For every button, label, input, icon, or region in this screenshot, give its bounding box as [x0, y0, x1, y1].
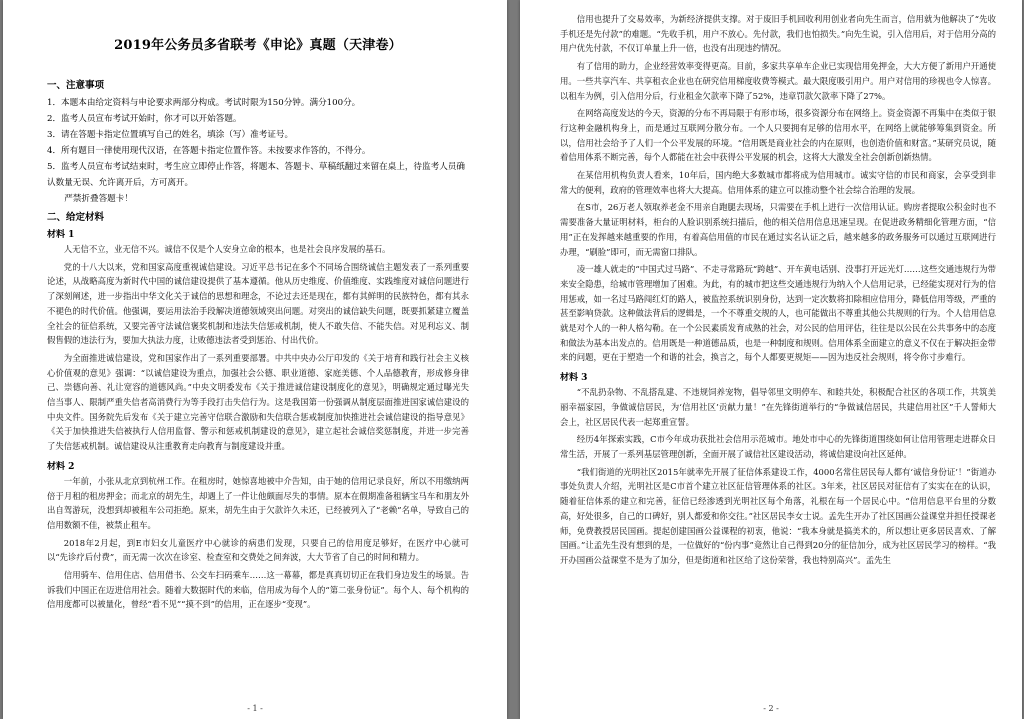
material-heading: 材料 1 — [47, 230, 75, 240]
paragraph: 信用骑车、信用住店、信用借书、公交车扫码乘车……这一幕幕，都是真真切切正在我们身边发生的场景。告诉我们中国正在迈进信用社会。随着大数据时代的来临，信用成为每个人的“第二张身份证”。每个人、每个机构的信用度都可以被量化，曾经“看不见”“摸不到”的信用，正在逐步“变现”。 — [47, 570, 469, 610]
page-number: - 2 - — [763, 704, 779, 713]
paragraph: 经历4年探索实践，C市今年成功获批社会信用示范城市。地处市中心的先锋街道围绕如何让信用管理走进群众日常生活，开展了一系列基层管理创新，全面开展了诚信社区建设活动，将诚信建设向社区延伸。 — [560, 434, 996, 459]
paragraph: 有了信用的助力，企业经营效率变得更高。目前，多家共享单车企业已实现信用免押金，大大方便了新用户开通使用。一些共享汽车、共享租衣企业也在研究信用梯度收费等模式。最大限度吸引用户。用户对信用的珍视也令人惊喜。以租车为例，引入信用分后，行业租金欠款率下降了52%，违章罚款欠款率下降了27%。 — [560, 61, 996, 101]
instruction-item: 3．请在答题卡指定位置填写自己的姓名，填涂（写）准考证号。 — [47, 130, 294, 140]
material-heading: 材料 2 — [47, 461, 75, 472]
section-heading-materials: 二、给定材料 — [47, 212, 105, 223]
paragraph: 为全面推进诚信建设，党和国家作出了一系列重要部署。中共中央办公厅印发的《关于培育和践行社会主义核心价值观的意见》强调：“以诚信建设为重点，加强社会公德、职业道德、家庭美德、个人品德教育，形成修身律己、崇德向善、礼让宽容的道德风尚。”中央文明委发布《关于推进诚信建设制度化的意见》，明确规定通过曝光失信当事人、限制严重失信者高消费行为等手段打击失信行为。这是我国第一份强调从制度层面推进国家诚信建设的中央文件。国务院先后发布《关于建立完善守信联合激励和失信联合惩戒制度加快推进社会诚信建设的指导意见》《关于加快推进失信被执行人信用监督、警示和惩戒机制建设的意见》，建立起社会诚信奖惩制度，并进一步完善了失信惩戒机制。诚信建设从注重教育走向教育与制度建设并重。 — [47, 352, 469, 452]
instruction-closing: 严禁折叠答题卡！ — [64, 194, 133, 204]
paragraph: “我们街道的光明社区2015年就率先开展了征信体系建设工作，4000名常住居民每人都有‘诚信身份证’！”街道办事处负责人介绍，光明社区是C市首个建立社区征信管理体系的社区。3年来，社区居民对征信有了实实在在的认识，随着征信体系的建立和完善，征信已经渗透到光明社区每个角落，礼根在每一个居民心中。“信用信息平台里的分数高，好处很多，自己的口碑好，别人都爱和你交往。”社区居民李女士说。孟先生开办了社区国画公益课堂并担任授课老师，免费教授居民国画。提起创建国画公益课程的初衷，他说：“我本身就是搞美术的，所以想让更多居民喜欢、了解国画。”让孟先生没有想到的是，一位做好的“份内事”竟然让自己得到20分的征信加分，成为社区居民学习的榜样。“我开办国画公益课堂不是为了加分，但是街道和社区给了这份荣誉，我也特别高兴”。孟先生 — [560, 466, 996, 565]
instruction-item: 1．本题本由给定资料与申论要求两部分构成。考试时限为150分钟。满分100分。 — [47, 98, 361, 108]
paragraph: 信用也提升了交易效率，为新经济提供支撑。对于废旧手机回收利用创业者向先生而言，信用就为他解决了“先收手机还是先付款”的难题。“先收手机，用户不放心。先付款，我们也怕损失。”向先生说，引入信用后，对于信用分高的用户优先付款，不仅订单量上升一倍，也没有出现违约情况。 — [560, 14, 996, 54]
material-heading: 材料 3 — [560, 373, 588, 384]
paragraph: 凌一雄人就走的“中国式过马路”、不走寻常路玩“跨越”、开车黄电话别、没事打开远光灯……这些交通违规行为带来安全隐患，给城市管理增加了困难。为此，有的城市把这些交通违规行为纳入个人信用记录，已经能实现对行为的信用惩戒，如一名过马路闯红灯的路人，被监控系统识别身份，达到一定次数将扣除相应信用分，降低信用等级，严重的甚至影响贷款。这种做法背后的逻辑是，一个不尊重交规的人，也可能做出不尊重其他公共规则的行为。个人信用信息就是对个人的一种人格勾勒。在一个公民素质发育成熟的社会，对公民的信用评估，往往是以公民在公共事务中的态度和做法为基本出发点的。信用既是一种道德品质，也是一种制度和规则。信用体系全面建立的意义不仅在于解决拒金带来的问题，更在于塑造一个和谐的社会，换言之，每个人都要更规矩——因为违反社会规则，将令你寸步难行。 — [560, 264, 996, 363]
document-page-1 — [3, 0, 507, 719]
section-heading-notes: 一、注意事项 — [47, 80, 105, 91]
paragraph: 在某信用机构负责人看来，10年后，国内绝大多数城市都将成为信用城市。诚实守信的市民和商家，会享受到非常大的便利，政府的管理效率也将大大提高。信用体系的建立可以推动整个社会综合治理的发展。 — [560, 170, 996, 195]
paragraph: 在网络高度发达的今天，资源的分布不再局限于有形市场，很多资源分布在网络上。资金资源不再集中在类似于银行这种金融机构身上，而是通过互联网分散分布。一个人只要拥有足够的信用水平，在网络上就能够筹集到资金。所以，信用社会给予了人们一个公平发展的环境。“信用既是商业社会的内在原则，也创造价值和财富。”某研究员说，随着信用体系不断完善，每个人都能在社会中获得公平发展的机会，这将大大激发全社会创新创新热情。 — [560, 108, 996, 163]
instruction-item: 2．监考人员宣布考试开始时，你才可以开始答题。 — [47, 114, 242, 124]
paragraph: 党的十八大以来，党和国家高度重视诚信建设。习近平总书记在多个不同场合围绕诚信主题发表了一系列重要论述，从战略高度为新时代中国的诚信建设提供了基本遵循。他从历史维度、价值维度、实践维度对诚信问题进行了深刻阐述，进一步指出中华文化关于诚信的思想和理念，不论过去还是现在，都有其鲜明的民族特色，都有其永不褪色的时代价值。他强调，要运用法治手段解决道德领域突出问题。对突出的诚信缺失问题，既要抓紧建立覆盖全社会的征信系统，又要完善守法诚信褒奖机制和违法失信惩戒机制，使人不敢失信、不能失信。对见利忘义、制假售假的违法行为，要加大执法力度，让败德违法者受到惩治、付出代价。 — [47, 261, 469, 346]
instruction-item: 4．所有题目一律使用现代汉语，在答题卡指定位置作答。未按要求作答的，不得分。 — [47, 146, 371, 156]
paragraph: 人无信不立，业无信不兴。诚信不仅是个人安身立命的根本，也是社会良序发展的基石。 — [63, 244, 391, 254]
paragraph: 在S市，26万老人领取养老金不用亲自跑腿去现场，只需要在手机上进行一次信用认证。购房者提取公积金时也不需要准备大量证明材料，柜台的人脸识别系统扫描后，他的相关信用信息迅速呈现。在促进政务精细化管理方面，“信用”正在发挥越来越重要的作用，有着高信用值的市民在通过实名认证之后，越来越多的政务服务可以通过互联网进行办理，“刷脸”即可，而无需窗口排队。 — [560, 202, 996, 257]
paragraph: 2018年2月起，到E市妇女儿童医疗中心就诊的病患们发现，只要自己的信用度足够好，在医疗中心就可以“先诊疗后付费”，而无需一次次在诊室、检查室和交费处之间奔波，大大节省了自己的时间和精力。 — [47, 537, 469, 563]
document-page-2 — [520, 0, 1022, 719]
page-title: 2019年公务员多省联考《申论》真题（天津卷） — [114, 38, 402, 53]
page-number: - 1 - — [247, 704, 263, 713]
paragraph: “不乱扔杂物、不乱搭乱建、不违规饲养宠物，倡导邻里文明停车、和睦共处，积极配合社区的各项工作，共筑美丽幸福家园，争做诚信居民，为‘信用社区’贡献力量！”在先锋街道举行的“争做诚信居民，共建信用社区”千人誓师大会上，社区居民代表一起郑重宣誓。 — [560, 387, 996, 427]
instruction-item: 5．监考人员宣布考试结束时，考生应立即停止作答，将题本、答题卡、草稿纸翻过来留在桌上，待监考人员确认数量无误、允许离开后，方可离开。 — [47, 162, 465, 188]
paragraph: 一年前，小张从北京到杭州工作。在租房时，她惊喜地被中介告知，由于她的信用记录良好，所以不用缴纳两倍于月租的租房押金；而北京的胡先生，却遇上了一件让他颇面尽失的事情。原本在假期准备租辆宝马车和朋友外出自驾游玩，没想到却被租车公司拒绝。原来，胡先生由于欠款许久未还，已经被列入了“老赖”名单，导致自己的信用数额不佳，被禁止租车。 — [47, 475, 469, 530]
